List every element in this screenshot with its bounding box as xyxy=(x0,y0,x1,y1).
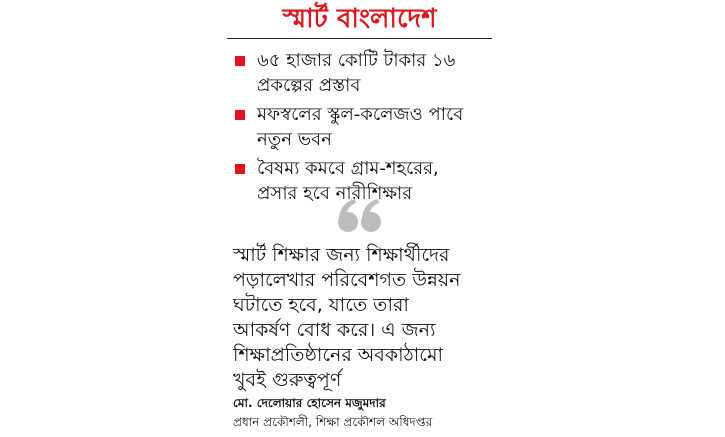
highlight-item xyxy=(233,48,513,98)
highlight-text: মফস্বলের স্কুল-কলেজও পাবে নতুন ভবন xyxy=(257,104,464,150)
highlight-text: ৬৫ হাজার কোটি টাকার ১৬ প্রকল্পের প্রস্তাব xyxy=(257,50,456,96)
quote-text: স্মার্ট শিক্ষার জন্য শিক্ষার্থীদের পড়ালেখার পরিবেশগত উন্নয়ন ঘটাতে হবে, যাতে তারা আকর্ষণ বোধ করে। এ জন্য শিক্ষাপ্রতিষ্ঠানের অবকাঠামো খুবই গুরুত্বপূর্ণ xyxy=(233,244,461,391)
square-bullet-icon xyxy=(235,56,245,66)
highlights-list xyxy=(233,48,513,210)
square-bullet-icon xyxy=(235,110,245,120)
highlight-item xyxy=(233,102,513,152)
quote-author: মো. দেলোয়ার হোসেন মজুমদার xyxy=(233,396,386,410)
infobox-headline: স্মার্ট বাংলাদেশ xyxy=(282,4,437,34)
headline-divider xyxy=(227,38,492,39)
quote-author-designation: প্রধান প্রকৌশলী, শিক্ষা প্রকৌশল অধিদপ্তর xyxy=(233,415,433,429)
quote-mark-icon xyxy=(336,198,384,236)
highlight-text: বৈষম্য কমবে গ্রাম-শহরের, প্রসার হবে নারীশিক্ষার xyxy=(257,158,439,204)
quote-attribution xyxy=(233,394,523,432)
square-bullet-icon xyxy=(235,164,245,174)
